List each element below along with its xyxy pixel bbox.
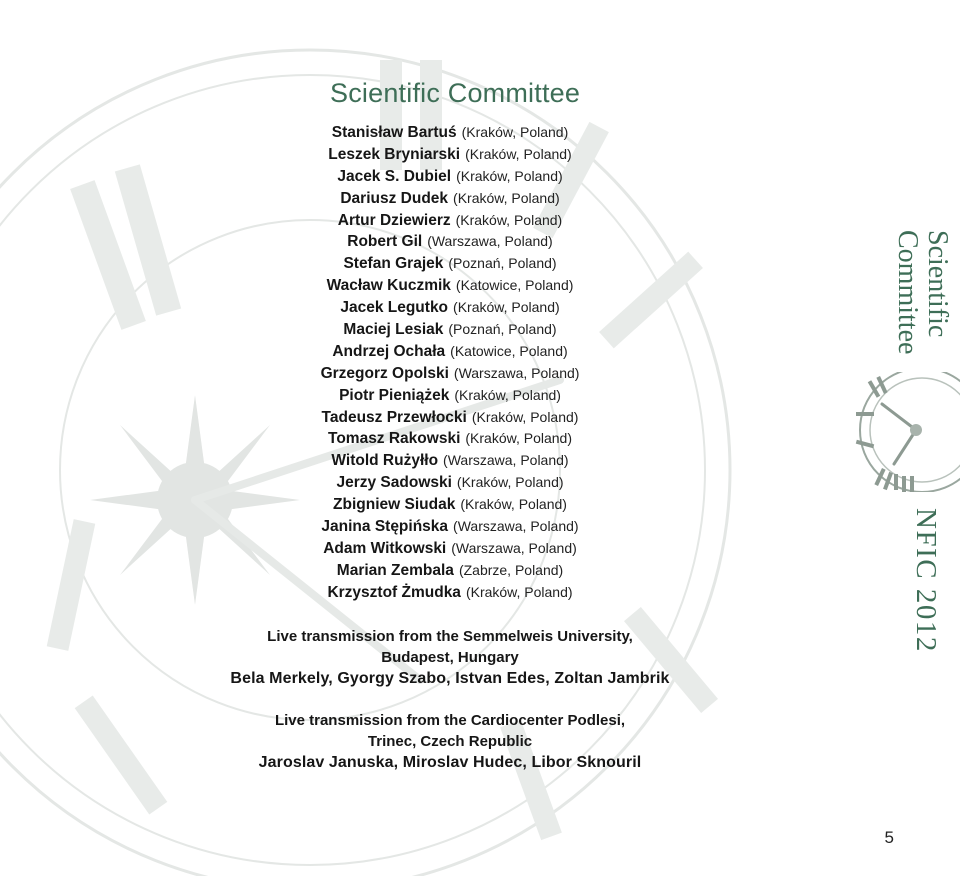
transmission-1-line-2: Budapest, Hungary [381, 649, 519, 666]
member-name: Andrzej Ochała [332, 342, 446, 360]
transmission-2-line-1: Live transmission from the Cardiocenter Podlesi, [274, 712, 626, 729]
member-location: (Kraków, Poland) [456, 474, 564, 491]
member-location: (Poznań, Poland) [448, 255, 557, 272]
transmission-2-line-2: Trinec, Czech Republic [367, 733, 533, 750]
committee-member [150, 188, 750, 210]
sidebar [820, 0, 960, 876]
committee-member [150, 472, 750, 494]
clock-icon [842, 372, 960, 492]
committee-member [150, 297, 750, 319]
member-location: (Kraków, Poland) [460, 496, 567, 513]
committee-member [150, 560, 750, 582]
member-location: (Warszawa, Poland) [451, 539, 577, 556]
member-name: Krzysztof Żmudka [327, 583, 461, 601]
member-location: (Katowice, Poland) [455, 277, 574, 294]
committee-member [150, 166, 750, 188]
member-name: Leszek Bryniarski [328, 145, 461, 163]
member-location: (Kraków, Poland) [471, 408, 579, 425]
committee-member [150, 428, 750, 450]
transmission-2-people: Jaroslav Januska, Miroslav Hudec, Libor Sknouril [258, 754, 642, 771]
member-location: (Kraków, Poland) [461, 124, 569, 140]
committee-member [150, 516, 750, 538]
sidebar-conference: NFIC 2012 [910, 508, 942, 653]
member-location: (Zabrze, Poland) [458, 561, 564, 578]
member-location: (Warszawa, Poland) [427, 233, 553, 250]
member-name: Tadeusz Przewłocki [321, 408, 467, 426]
member-location: (Kraków, Poland) [465, 145, 572, 162]
member-name: Stanisław Bartuś [331, 124, 457, 141]
sidebar-title-line-1: Scientific [922, 230, 953, 338]
transmission-cardiocenter [150, 710, 750, 773]
member-location: (Kraków, Poland) [453, 299, 560, 316]
member-location: (Kraków, Poland) [454, 386, 561, 403]
member-name: Jerzy Sadowski [336, 474, 452, 492]
member-name: Stefan Grajek [343, 255, 444, 273]
member-location: (Katowice, Poland) [450, 342, 568, 359]
member-name: Dariusz Dudek [340, 189, 449, 207]
committee-member [150, 122, 750, 144]
committee-member [150, 253, 750, 275]
member-name: Adam Witkowski [323, 539, 447, 557]
committee-list [150, 122, 750, 604]
member-name: Artur Dziewierz [337, 211, 451, 229]
transmission-1-people: Bela Merkely, Gyorgy Szabo, Istvan Edes, Zoltan Jambrik [230, 670, 670, 687]
committee-member [150, 538, 750, 560]
member-location: (Kraków, Poland) [456, 167, 563, 184]
member-name: Piotr Pieniążek [339, 386, 450, 404]
page-number: 5 [884, 828, 894, 847]
member-location: (Warszawa, Poland) [443, 452, 569, 469]
committee-member [150, 144, 750, 166]
member-location: (Kraków, Poland) [465, 583, 573, 600]
member-name: Jacek Legutko [340, 299, 449, 317]
page-title: Scientific Committee [330, 78, 581, 108]
member-location: (Kraków, Poland) [453, 189, 560, 206]
member-name: Maciej Lesiak [343, 321, 444, 339]
member-location: (Kraków, Poland) [455, 211, 563, 228]
committee-member [150, 385, 750, 407]
member-name: Robert Gil [347, 233, 423, 251]
member-name: Zbigniew Siudak [333, 496, 456, 514]
committee-member [150, 450, 750, 472]
member-name: Wacław Kuczmik [326, 277, 451, 295]
member-location: (Kraków, Poland) [465, 430, 572, 447]
sidebar-title-line-2: Committee [892, 230, 923, 355]
member-name: Marian Zembala [336, 561, 454, 579]
committee-member [150, 275, 750, 297]
committee-member [150, 494, 750, 516]
member-name: Grzegorz Opolski [320, 364, 449, 382]
member-location: (Warszawa, Poland) [453, 518, 579, 535]
committee-member [150, 582, 750, 604]
committee-member [150, 341, 750, 363]
member-name: Tomasz Rakowski [328, 430, 461, 448]
committee-member [150, 363, 750, 385]
member-name: Jacek S. Dubiel [337, 167, 452, 185]
member-location: (Warszawa, Poland) [453, 364, 580, 381]
committee-member [150, 210, 750, 232]
member-name: Witold Rużyłło [331, 452, 439, 470]
committee-member [150, 407, 750, 429]
member-name: Janina Stępińska [321, 518, 449, 536]
transmission-1-line-1: Live transmission from the Semmelweis University, [267, 628, 633, 645]
committee-member [150, 231, 750, 253]
member-location: (Poznań, Poland) [448, 321, 557, 338]
committee-member [150, 319, 750, 341]
transmission-semmelweis [150, 626, 750, 689]
